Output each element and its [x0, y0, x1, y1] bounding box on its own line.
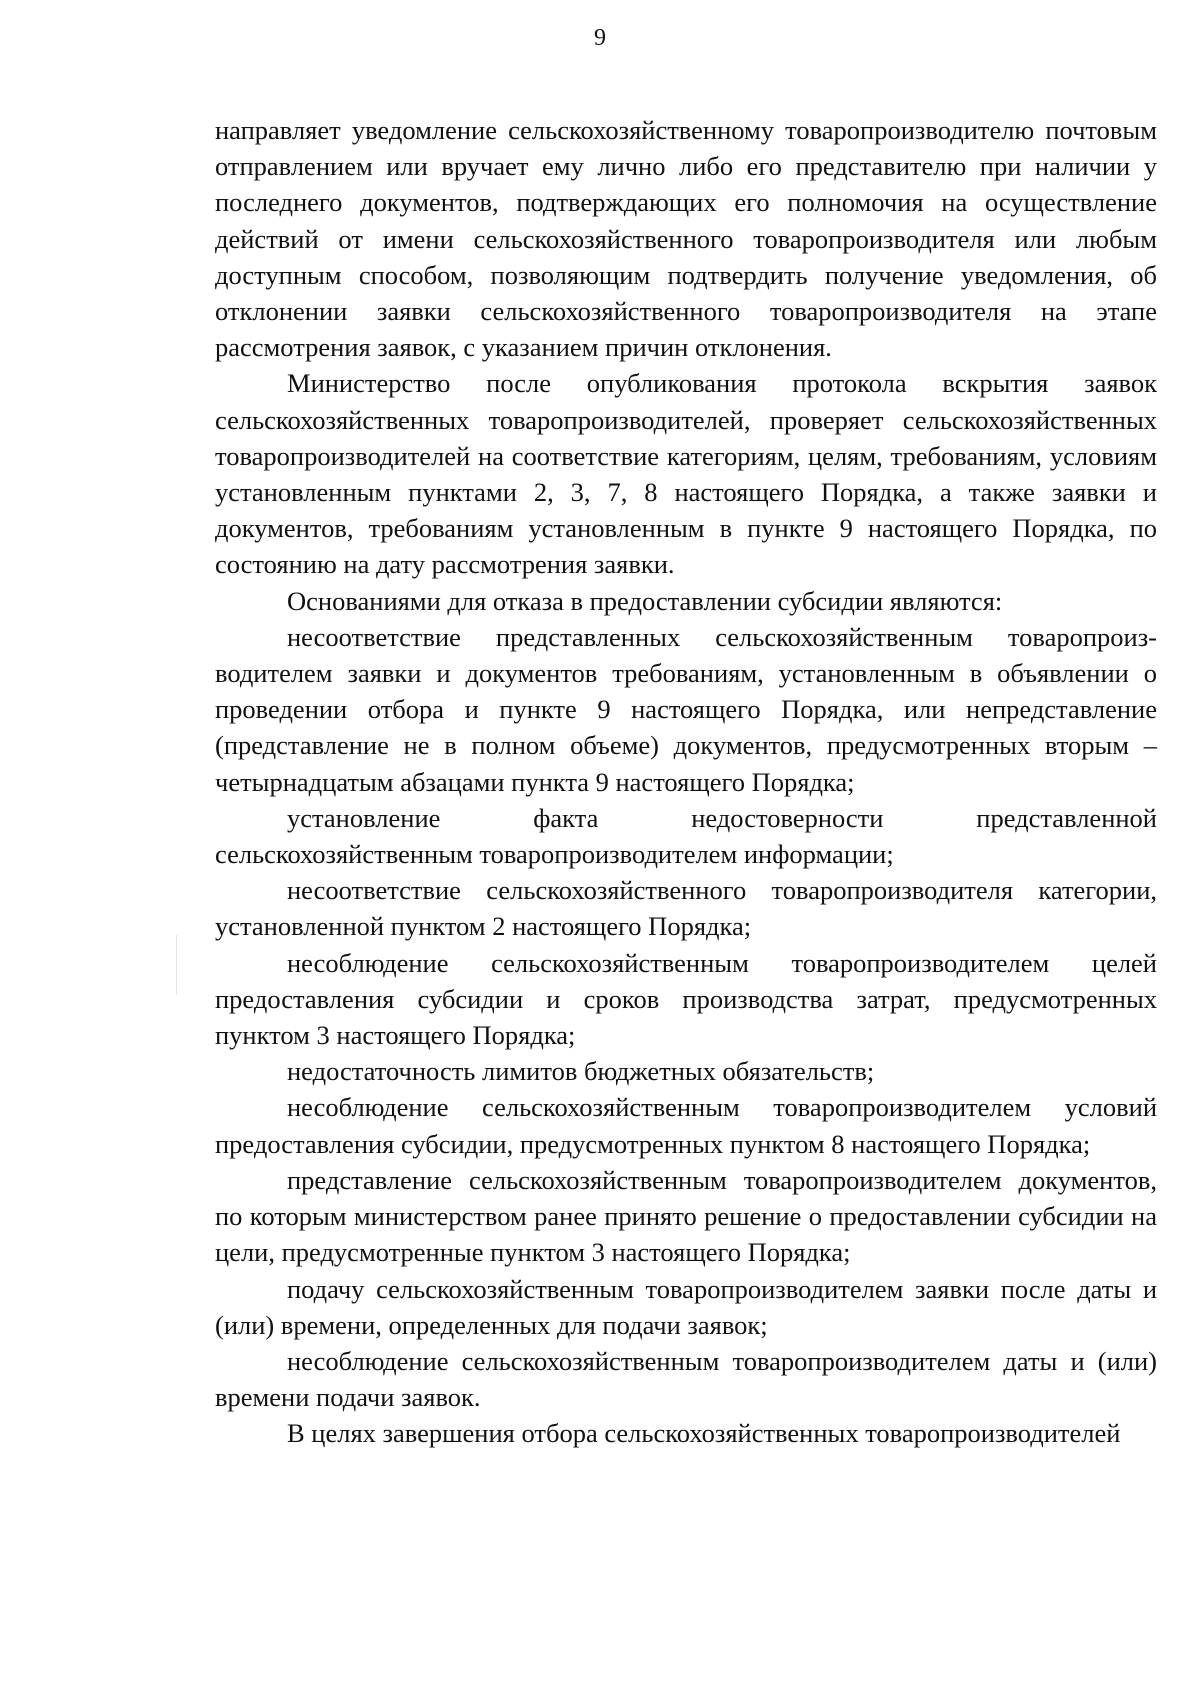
- document-body: [215, 112, 1157, 1452]
- paragraph-10: представление сельскохозяйственным товаропроизводителем документов, по которым министерством ранее принято решение о предоставлении субсидии на цели, предусмотренные пунктом 3 настоящего Порядка;: [215, 1164, 1157, 1268]
- paragraph-11: подачу сельскохозяйственным товаропроизводителем заявки после даты и (или) времени, определенных для подачи заявок;: [215, 1273, 1157, 1340]
- paragraph-1: направляет уведомление сельскохозяйственному товаропроизводителю почтовым отправлением или вручает ему лично либо его представителю при наличии у последнего документов, подтверждающих его полномочия на осуществление действий от имени сельскохозяйственного товаропроизводителя или любым доступным способом, позволяющим подтвердить получение уведомления, об отклонении заявки сельскохозяйственного товаропроизводителя на этапе рассмотрения заявок, с указанием причин отклонения.: [215, 115, 1157, 363]
- paragraph-13: В целях завершения отбора сельскохозяйственных товаропроизводителей: [287, 1418, 1121, 1449]
- paragraph-6: несоответствие сельскохозяйственного товаропроизводителя категории, установленной пунктом 2 настоящего Порядка;: [215, 875, 1157, 942]
- paragraph-3: Основаниями для отказа в предоставлении субсидии являются:: [287, 585, 1003, 616]
- paragraph-5: установление факта недостоверности представленной сельскохозяйственным товаропроизводителем информации;: [215, 802, 1157, 870]
- paragraph-2: Министерство после опубликования протокола вскрытия заявок сельскохозяйственных товаропроизводителей, проверяет сельскохозяйственных товаропроизводителей на соответствие категориям, целям, требованиям, условиям установленным пунктами 2, 3, 7, 8 настоящего Порядка, а также заявки и документов, требованиям установленным в пункте 9 настоящего Порядка, по состоянию на дату рассмотрения заявки.: [215, 368, 1157, 580]
- paragraph-9: несоблюдение сельскохозяйственным товаропроизводителем условий предоставления субсидии, предусмотренных пунктом 8 настоящего Порядка;: [215, 1092, 1157, 1159]
- paragraph-4: несоответствие представленных сельскохозяйственным товаропроиз-водителем заявки и документов требованиям, установленным в объявлении о проведении отбора и пункте 9 настоящего Порядка, или непредставление (представление не в полном объеме) документов, предусмотренных вторым – четырнадцатым абзацами пункта 9 настоящего Порядка;: [215, 621, 1157, 797]
- paragraph-12: несоблюдение сельскохозяйственным товаропроизводителем даты и (или) времени подачи заявок.: [215, 1345, 1157, 1413]
- paragraph-7: несоблюдение сельскохозяйственным товаропроизводителем целей предоставления субсидии и сроков производства затрат, предусмотренных пунктом 3 настоящего Порядка;: [215, 947, 1157, 1051]
- paragraph-8: недостаточность лимитов бюджетных обязательств;: [287, 1056, 875, 1087]
- scan-edge-mark: [176, 935, 177, 995]
- page-number: 9: [594, 25, 606, 51]
